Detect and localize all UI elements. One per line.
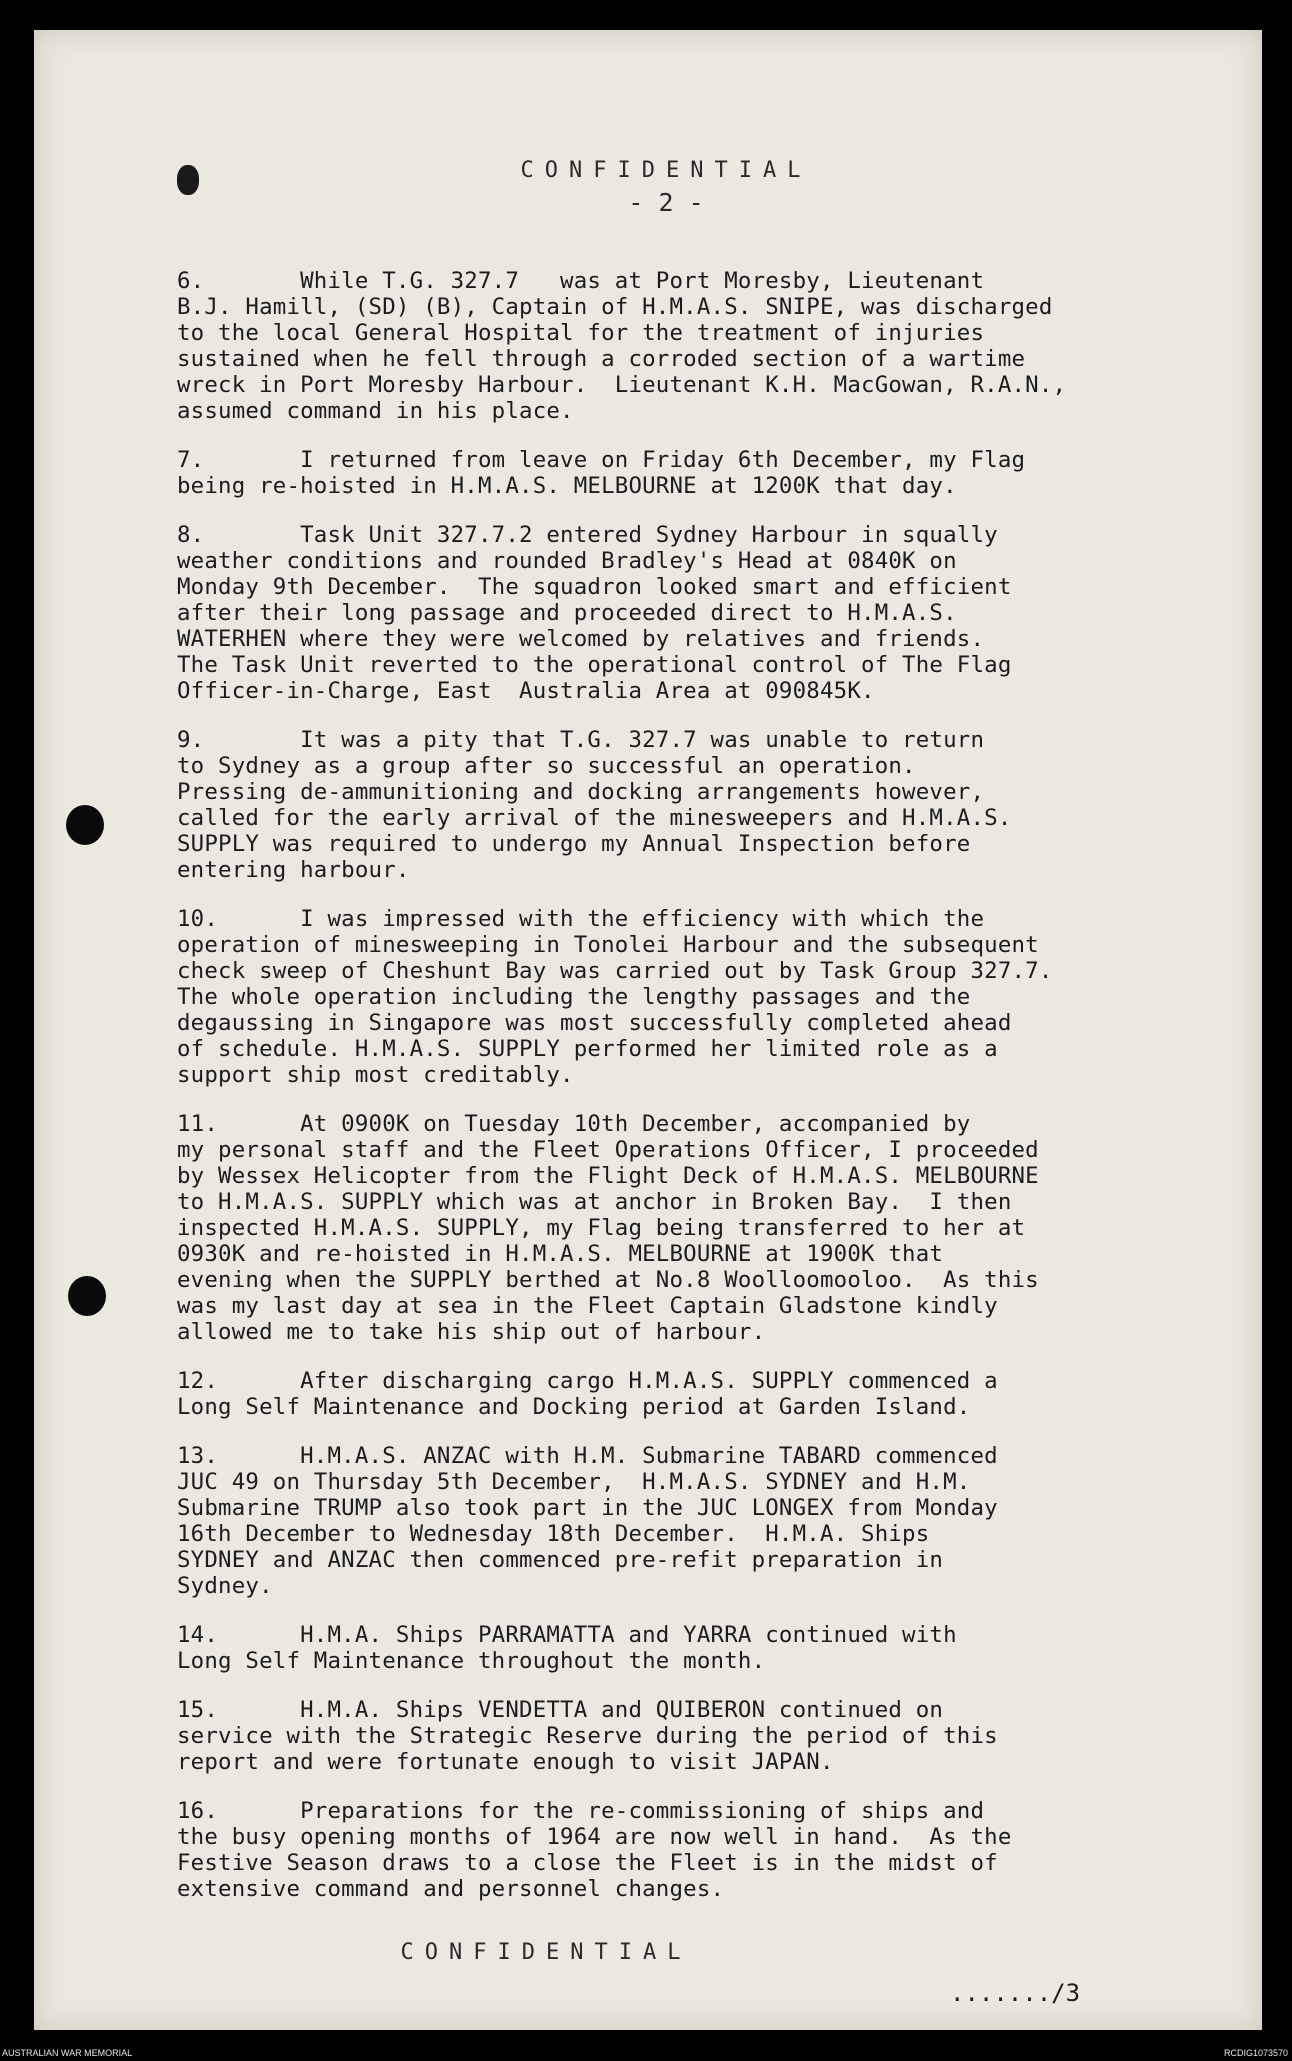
paragraph-12: 12. After discharging cargo H.M.A.S. SUPPLY commenced a Long Self Maintenance and Docking period at Garden Island. (177, 1368, 998, 1420)
paragraph-7: 7. I returned from leave on Friday 6th December, my Flag being re-hoisted in H.M.A.S. MELBOURNE at 1200K that day. (177, 447, 1026, 499)
archive-caption-bar (0, 2048, 1292, 2061)
paragraph-16: 16. Preparations for the re-commissioning of ships and the busy opening months of 1964 are now well in hand. As the Festive Season draws to a close the Fleet is in the midst of extensive command and personnel changes. (177, 1798, 1012, 1902)
page-continuation: ......./3 (950, 1979, 1081, 2007)
header-classification: CONFIDENTIAL (520, 158, 812, 183)
paragraph-14: 14. H.M.A. Ships PARRAMATTA and YARRA continued with Long Self Maintenance throughout the month. (177, 1622, 957, 1674)
document-body (177, 268, 1167, 1925)
paragraph-11: 11. At 0900K on Tuesday 10th December, accompanied by my personal staff and the Fleet Operations Officer, I proceeded by Wessex Helicopter from the Flight Deck of H.M.A.S. MELBOURNE to H.M.A.S. SUPPLY which was at anchor in Broken Bay. I then inspected H.M.A.S. SUPPLY, my Flag being transferred to her at 0930K and re-hoisted in H.M.A.S. MELBOURNE at 1900K that evening when the SUPPLY berthed at No.8 Woolloomooloo. As this was my last day at sea in the Fleet Captain Gladstone kindly allowed me to take his ship out of harbour. (177, 1111, 1039, 1345)
paragraph-9: 9. It was a pity that T.G. 327.7 was unable to return to Sydney as a group after so successful an operation. Pressing de-ammunitioning and docking arrangements however, called for the early arrival of the minesweepers and H.M.A.S. SUPPLY was required to undergo my Annual Inspection before entering harbour. (177, 727, 1012, 883)
archive-name: AUSTRALIAN WAR MEMORIAL (2, 2048, 133, 2058)
paragraph-8: 8. Task Unit 327.7.2 entered Sydney Harbour in squally weather conditions and rounded Bradley's Head at 0840K on Monday 9th December. The squadron looked smart and efficient after their long passage and proceeded direct to H.M.A.S. WATERHEN where they were welcomed by relatives and friends. The Task Unit reverted to the operational control of The Flag Officer-in-Charge, East Australia Area at 090845K. (177, 522, 1012, 704)
paragraph-15: 15. H.M.A. Ships VENDETTA and QUIBERON continued on service with the Strategic Reserve during the period of this report and were fortunate enough to visit JAPAN. (177, 1697, 998, 1775)
punch-hole-lower (68, 1276, 106, 1316)
archive-record-id: RCDIG1073570 (1223, 2048, 1288, 2058)
paragraph-6: 6. While T.G. 327.7 was at Port Moresby, Lieutenant B.J. Hamill, (SD) (B), Captain of H.M.A.S. SNIPE, was discharged to the local General Hospital for the treatment of injuries sustained when he fell through a corroded section of a wartime wreck in Port Moresby Harbour. Lieutenant K.H. MacGowan, R.A.N., assumed command in his place. (177, 268, 1067, 424)
paragraph-13: 13. H.M.A.S. ANZAC with H.M. Submarine TABARD commenced JUC 49 on Thursday 5th December, H.M.A.S. SYDNEY and H.M. Submarine TRUMP also took part in the JUC LONGEX from Monday 16th December to Wednesday 18th December. H.M.A. Ships SYDNEY and ANZAC then commenced pre-refit preparation in Sydney. (177, 1443, 998, 1599)
page-number: - 2 - (628, 188, 704, 217)
paragraph-10: 10. I was impressed with the efficiency with which the operation of minesweeping in Tonolei Harbour and the subsequent check sweep of Cheshunt Bay was carried out by Task Group 327.7. The whole operation including the lengthy passages and the degaussing in Singapore was most successfully completed ahead of schedule. H.M.A.S. SUPPLY performed her limited role as a support ship most creditably. (177, 906, 1053, 1088)
punch-hole-upper (66, 805, 104, 845)
footer-classification: CONFIDENTIAL (400, 1940, 692, 1965)
